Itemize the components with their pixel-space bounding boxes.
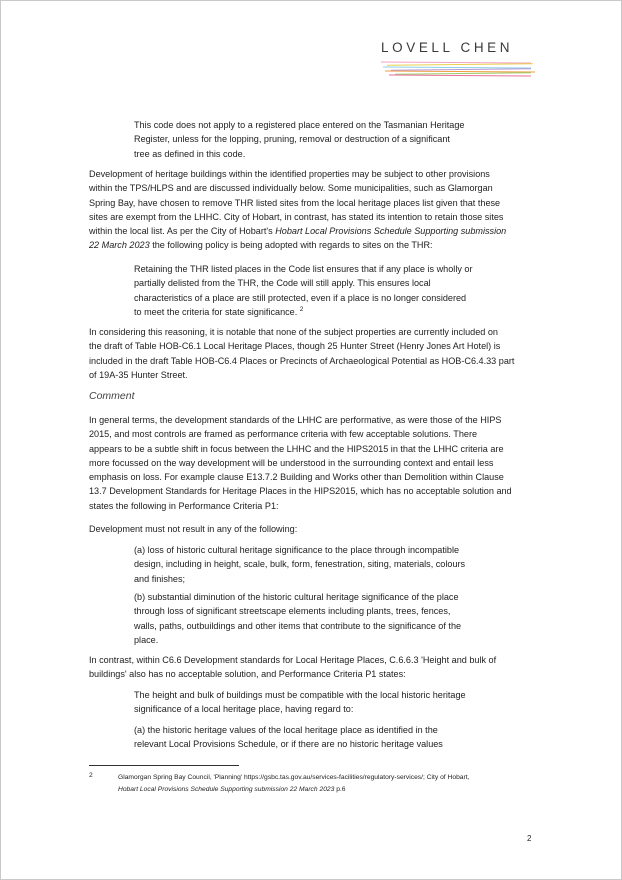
logo-text: LOVELL CHEN [381, 40, 514, 55]
text-line: of 19A-35 Hunter Street. [89, 369, 188, 380]
text-line: place. [134, 634, 159, 645]
text-line: the draft of Table HOB-C6.1 Local Heritage Places, though 25 Hunter Street (Henry Jones Art Hotel) is [89, 341, 501, 352]
text-line: more focussed on the way development will be understood in the surrounding context and entail less [89, 457, 494, 468]
footnote-line [118, 784, 469, 796]
footnote-number: 2 [89, 772, 93, 779]
text-line: partially delisted from the THR, the Code will still apply. This ensures local [134, 278, 431, 289]
text-line: emphasis on loss. For example clause E13.7.2 Building and Works other than Demolition within Clause [89, 472, 504, 483]
footnote-reference: 2 [299, 305, 304, 313]
text-line [89, 238, 506, 252]
text-line: appears to be a subtle shift in focus between the LHHC and the HIPS2015 in that the LHHC criteria are [89, 443, 504, 454]
footnote-text [118, 772, 469, 796]
text-line: 13.7 Development Standards for Heritage Places in the HIPS2015, which has no acceptable solution and [89, 486, 512, 497]
text-line: (a) the historic heritage values of the local heritage place as identified in the [134, 725, 438, 735]
lovell-chen-logo [381, 40, 533, 78]
quote-height-and-bulk [134, 688, 466, 717]
logo-color-stroke [389, 75, 531, 77]
quote-thr-policy [134, 262, 473, 319]
text-run: within the local list. As per the City of Hobart's [89, 226, 276, 237]
footnote-separator [89, 765, 239, 766]
text-line: included in the draft Table HOB-C6.4 Places or Precincts of Archaeological Potential as HOB-C6.4.33 part [89, 355, 515, 366]
text-line: buildings' also has no acceptable solution, and Performance Criteria P1 states: [89, 669, 406, 680]
paragraph-development-must-not: Development must not result in any of the following: [89, 524, 298, 534]
text-line: design, including in height, scale, bulk, form, fenestration, siting, materials, colours [134, 559, 466, 570]
logo-color-lines [381, 60, 533, 78]
text-line: In considering this reasoning, it is notable that none of the subject properties are currently included on [89, 327, 498, 337]
text-line: In contrast, within C6.6 Development standards for Local Heritage Places, C.6.6.3 'Height and bulk of [89, 655, 497, 665]
text-line: In general terms, the development standards of the LHHC are performative, as were those of the HIPS [89, 415, 502, 425]
text-line: and finishes; [134, 573, 186, 584]
text-line: within the TPS/HLPS and are discussed individually below. Some municipalities, such as Glamorgan [89, 183, 493, 194]
text-line: tree as defined in this code. [134, 148, 246, 159]
text-run: the following policy is being adopted with regards to sites on the THR: [149, 240, 433, 251]
text-line: Spring Bay, have chosen to remove THR listed sites from the local heritage places list given that these [89, 197, 501, 208]
paragraph-in-contrast [89, 653, 496, 682]
text-line: Retaining the THR listed places in the Code list ensures that if any place is wholly or [134, 264, 473, 274]
text-line [89, 224, 506, 238]
text-line: characteristics of a place are still protected, even if a place is no longer considered [134, 292, 467, 303]
text-line: (b) substantial diminution of the historic cultural heritage significance of the place [134, 592, 459, 602]
quote-criterion-a [134, 543, 465, 586]
text-line: Development of heritage buildings within the identified properties may be subject to other provisions [89, 169, 490, 179]
text-line [134, 305, 473, 319]
text-line: (a) loss of historic cultural heritage significance to the place through incompatible [134, 545, 460, 555]
quote-historic-heritage-values [134, 723, 443, 752]
paragraph-considering-reasoning [89, 325, 514, 382]
text-line: 2015, and most controls are framed as performance criteria with few acceptable solutions. There [89, 429, 478, 440]
quote-tasmanian-heritage-register [134, 118, 464, 161]
paragraph-general-terms [89, 413, 512, 513]
text-line: sites are exempt from the LHHC. City of Hobart, in contrast, has stated its intention to retain those sites [89, 211, 504, 222]
italic-date: 22 March 2023 [89, 240, 150, 251]
text-line: through loss of significant streetscape elements including plants, trees, fences, [134, 606, 451, 617]
text-line: This code does not apply to a registered place entered on the Tasmanian Heritage [134, 120, 465, 130]
text-line: The height and bulk of buildings must be compatible with the local historic heritage [134, 690, 466, 700]
section-heading-comment: Comment [89, 390, 135, 402]
text-run: p.6 [334, 786, 346, 793]
paragraph-development-of-heritage-buildings [89, 167, 506, 253]
text-line: walls, paths, outbuildings and other items that contribute to the significance of the [134, 620, 462, 631]
italic-title: Hobart Local Provisions Schedule Supporting submission [275, 226, 507, 237]
page-number: 2 [527, 834, 532, 843]
text-line: Register, unless for the lopping, pruning, removal or destruction of a significant [134, 134, 450, 145]
text-run: to meet the criteria for state significance. [134, 306, 298, 317]
quote-criterion-b [134, 590, 461, 647]
text-line: states the following in Performance Criteria P1: [89, 500, 279, 511]
text-line: significance of a local heritage place, having regard to: [134, 704, 354, 715]
text-line: relevant Local Provisions Schedule, or if there are no historic heritage values [134, 739, 443, 750]
footnote-italic-title: Hobart Local Provisions Schedule Supporting submission 22 March 2023 [118, 786, 335, 793]
footnote-line: Glamorgan Spring Bay Council, 'Planning' https://gsbc.tas.gov.au/services-facilities/regulatory-services/; City of Hobart, [118, 774, 470, 781]
